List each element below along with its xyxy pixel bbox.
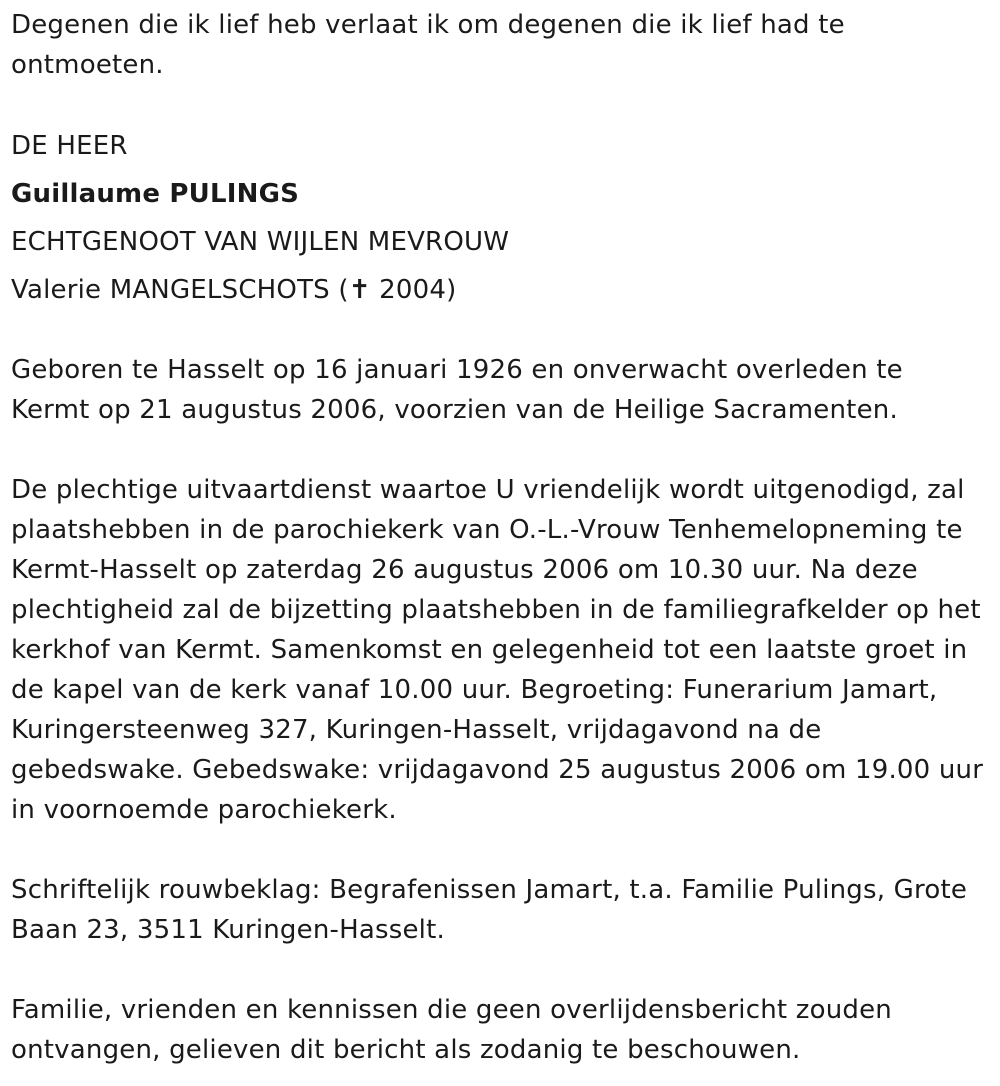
birth-death-paragraph: Geboren te Hasselt op 16 januari 1926 en onverwacht overleden te Kermt op 21 augustus 2006, voorzien van de Heilige Sacramenten. [11,355,903,425]
title-line: DE HEER [11,131,128,161]
funeral-paragraph: De plechtige uitvaartdienst waartoe U vriendelijk wordt uitgenodigd, zal plaatshebben in de parochiekerk van O.-L.-Vrouw Tenhemelopneming te Kermt-Hasselt op zaterdag 26 augustus 2006 om 10.30 uur. Na deze plechtigheid zal de bijzetting plaatshebben in de familiegrafkelder op het kerkhof van Kermt. Samenkomst en gelegenheid tot een laatste groet in de kapel van de kerk vanaf 10.00 uur. Begroeting: Funerarium Jamart, Kuringersteenweg 327, Kuringen-Hasselt, vrijdagavond na de gebedswake. Gebedswake: vrijdagavond 25 augustus 2006 om 19.00 uur in voornoemde parochiekerk. [11,475,984,825]
spouse-line [11,266,456,314]
spouse-death-year: 2004) [370,275,457,305]
epigraph: Degenen die ik lief heb verlaat ik om degenen die ik lief had te ontmoeten. [11,10,845,80]
cross-icon: ✝ [348,275,371,305]
condolences-paragraph: Schriftelijk rouwbeklag: Begrafenissen Jamart, t.a. Familie Pulings, Grote Baan 23, 3511 Kuringen-Hasselt. [11,875,968,945]
deceased-name: Guillaume PULINGS [11,179,300,209]
closing-paragraph: Familie, vrienden en kennissen die geen overlijdensbericht zouden ontvangen, gelieven dit bericht als zodanig te beschouwen. [11,995,892,1065]
spouse-label: ECHTGENOOT VAN WIJLEN MEVROUW [11,227,510,257]
spouse-name: Valerie MANGELSCHOTS ( [11,275,349,305]
